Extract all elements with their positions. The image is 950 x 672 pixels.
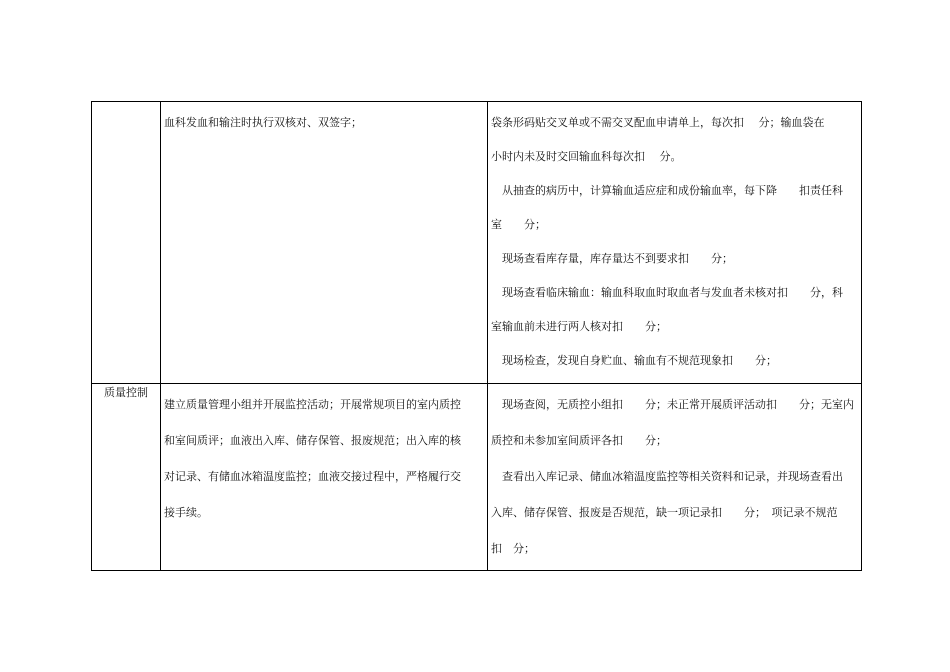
assessment-line: 小时内未及时交回输血科每次扣 分。 <box>491 150 682 163</box>
table-row <box>92 102 862 384</box>
assessment-line: 室 分； <box>491 218 546 231</box>
assessment-line: 现场查看库存量，库存量达不到要求扣 分； <box>491 252 733 265</box>
assessment-line: 现场检查，发现自身贮血、输血有不规范现象扣 分； <box>491 354 777 367</box>
requirement-line: 血科发血和输注时执行双核对、双签字； <box>164 116 362 129</box>
category-cell <box>92 102 161 384</box>
requirement-cell <box>161 102 488 384</box>
assessment-table <box>91 101 862 571</box>
requirement-line: 接手续。 <box>164 506 208 519</box>
table-row <box>92 384 862 571</box>
assessment-line: 入库、储存保管、报废是否规范，缺一项记录扣 分； 项记录不规范 <box>491 506 838 519</box>
category-label: 质量控制 <box>104 386 148 399</box>
requirement-line: 和室间质评；血液出入库、储存保管、报废规范；出入库的核 <box>164 434 461 447</box>
assessment-line: 现场查阅，无质控小组扣 分；未正常开展质评活动扣 分；无室内 <box>491 398 854 411</box>
assessment-line: 从抽查的病历中，计算输血适应症和成份输血率，每下降 扣责任科 <box>491 184 843 197</box>
assessment-line: 袋条形码贴交叉单或不需交叉配血申请单上，每次扣 分；输血袋在 <box>491 116 825 129</box>
assessment-line: 扣 分； <box>491 542 535 555</box>
requirement-line: 建立质量管理小组并开展监控活动；开展常规项目的室内质控 <box>164 398 461 411</box>
category-cell <box>92 384 161 571</box>
assessment-line: 现场查看临床输血：输血科取血时取血者与发血者未核对扣 分，科 <box>491 286 843 299</box>
assessment-line: 质控和未参加室间质评各扣 分； <box>491 434 667 447</box>
requirement-cell <box>161 384 488 571</box>
assessment-cell <box>488 102 862 384</box>
requirement-line: 对记录、有储血冰箱温度监控；血液交接过程中，严格履行交 <box>164 470 461 483</box>
assessment-line: 查看出入库记录、储血冰箱温度监控等相关资料和记录，并现场查看出 <box>491 470 843 483</box>
assessment-cell <box>488 384 862 571</box>
assessment-line: 室输血前未进行两人核对扣 分； <box>491 320 667 333</box>
